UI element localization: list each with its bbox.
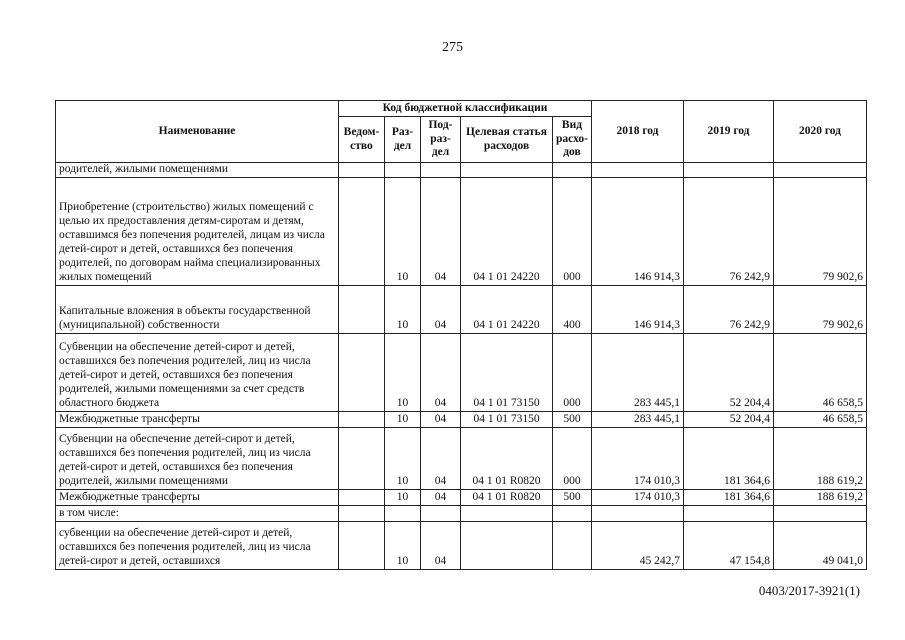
row-name: родителей, жилыми помещениями: [56, 163, 339, 178]
row-2020: 79 902,6: [773, 285, 866, 333]
row-subsection: 04: [421, 411, 461, 427]
row-2019: 76 242,9: [683, 177, 773, 285]
row-name: субвенции на обеспечение детей-сирот и детей, оставшихся без попечения родителей, лиц из числа детей-сирот и детей, оставшихся: [56, 521, 339, 569]
row-article: 04 1 01 R0820: [461, 427, 553, 489]
row-name: Межбюджетные трансферты: [56, 411, 339, 427]
row-2020: 46 658,5: [773, 333, 866, 411]
row-type: 500: [553, 411, 592, 427]
row-name: Субвенции на обеспечение детей-сирот и детей, оставшихся без попечения родителей, лиц из числа детей-сирот и детей, оставшихся без попечения родителей, жилыми помещениями за счет средств областного бюджета: [56, 333, 339, 411]
row-section: 10: [385, 177, 421, 285]
row-dept: [339, 163, 385, 178]
header-section: Раз-дел: [385, 117, 421, 163]
row-type: 500: [553, 489, 592, 505]
row-name: Приобретение (строительство) жилых помещений с целью их предоставления детям-сиротам и детям, оставшимся без попечения родителей, лицам из числа детей-сирот и детей, оставшихся без попечения родителей, по договорам найма специализированных жилых помещений: [56, 177, 339, 285]
row-2018: [591, 163, 683, 178]
table-row: [56, 427, 867, 489]
row-article: 04 1 01 73150: [461, 333, 553, 411]
table-row: [56, 285, 867, 333]
row-name: Межбюджетные трансферты: [56, 489, 339, 505]
header-2018: 2018 год: [591, 101, 683, 163]
row-2018: 283 445,1: [591, 333, 683, 411]
row-type: 000: [553, 333, 592, 411]
row-2019: 181 364,6: [683, 427, 773, 489]
row-2018: 174 010,3: [591, 489, 683, 505]
row-subsection: 04: [421, 285, 461, 333]
budget-table: [55, 100, 867, 570]
row-article: 04 1 01 R0820: [461, 489, 553, 505]
row-2019: [683, 505, 773, 521]
row-dept: [339, 333, 385, 411]
header-dept: Ведом-ство: [339, 117, 385, 163]
row-2019: 52 204,4: [683, 333, 773, 411]
row-2020: 79 902,6: [773, 177, 866, 285]
row-2019: [683, 163, 773, 178]
row-subsection: 04: [421, 177, 461, 285]
row-2020: 46 658,5: [773, 411, 866, 427]
row-section: 10: [385, 333, 421, 411]
row-type: [553, 505, 592, 521]
row-section: 10: [385, 411, 421, 427]
row-dept: [339, 427, 385, 489]
row-2020: 49 041,0: [773, 521, 866, 569]
table-row: [56, 163, 867, 178]
header-2019: 2019 год: [683, 101, 773, 163]
row-section: [385, 163, 421, 178]
row-2019: 47 154,8: [683, 521, 773, 569]
row-dept: [339, 505, 385, 521]
row-subsection: [421, 163, 461, 178]
row-article: 04 1 01 24220: [461, 177, 553, 285]
row-article: [461, 505, 553, 521]
row-article: [461, 521, 553, 569]
row-article: [461, 163, 553, 178]
document-code: 0403/2017-3921(1): [758, 583, 860, 598]
table-row: [56, 411, 867, 427]
row-2018: 146 914,3: [591, 177, 683, 285]
row-subsection: 04: [421, 333, 461, 411]
table-row: [56, 505, 867, 521]
row-name: Субвенции на обеспечение детей-сирот и детей, оставшихся без попечения родителей, лиц из числа детей-сирот и детей, оставшихся без попечения родителей, жилыми помещениями: [56, 427, 339, 489]
row-section: 10: [385, 489, 421, 505]
header-target-article: Целевая статья расходов: [461, 117, 553, 163]
row-2020: [773, 505, 866, 521]
row-name: Капитальные вложения в объекты государственной (муниципальной) собственности: [56, 285, 339, 333]
row-article: 04 1 01 73150: [461, 411, 553, 427]
row-dept: [339, 177, 385, 285]
row-2020: 188 619,2: [773, 427, 866, 489]
page-number: 275: [442, 40, 463, 55]
row-type: 000: [553, 177, 592, 285]
row-type: [553, 163, 592, 178]
header-expense-type: Вид расхо-дов: [553, 117, 592, 163]
row-subsection: 04: [421, 521, 461, 569]
row-name: в том числе:: [56, 505, 339, 521]
row-type: 000: [553, 427, 592, 489]
row-dept: [339, 489, 385, 505]
row-2020: 188 619,2: [773, 489, 866, 505]
row-dept: [339, 411, 385, 427]
header-budget-code: Код бюджетной классификации: [339, 101, 592, 117]
row-2019: 181 364,6: [683, 489, 773, 505]
table-row: [56, 521, 867, 569]
row-section: [385, 505, 421, 521]
row-subsection: [421, 505, 461, 521]
row-2018: 174 010,3: [591, 427, 683, 489]
row-subsection: 04: [421, 489, 461, 505]
row-section: 10: [385, 285, 421, 333]
header-name: Наименование: [56, 101, 339, 163]
header-2020: 2020 год: [773, 101, 866, 163]
table-row: [56, 489, 867, 505]
row-2018: 45 242,7: [591, 521, 683, 569]
header-subsection: Под-раз-дел: [421, 117, 461, 163]
table-row: [56, 177, 867, 285]
row-2019: 76 242,9: [683, 285, 773, 333]
row-2020: [773, 163, 866, 178]
row-2018: [591, 505, 683, 521]
row-type: 400: [553, 285, 592, 333]
row-dept: [339, 521, 385, 569]
row-dept: [339, 285, 385, 333]
row-2018: 146 914,3: [591, 285, 683, 333]
row-section: 10: [385, 521, 421, 569]
row-2018: 283 445,1: [591, 411, 683, 427]
row-section: 10: [385, 427, 421, 489]
row-2019: 52 204,4: [683, 411, 773, 427]
row-subsection: 04: [421, 427, 461, 489]
row-article: 04 1 01 24220: [461, 285, 553, 333]
table-row: [56, 333, 867, 411]
row-type: [553, 521, 592, 569]
